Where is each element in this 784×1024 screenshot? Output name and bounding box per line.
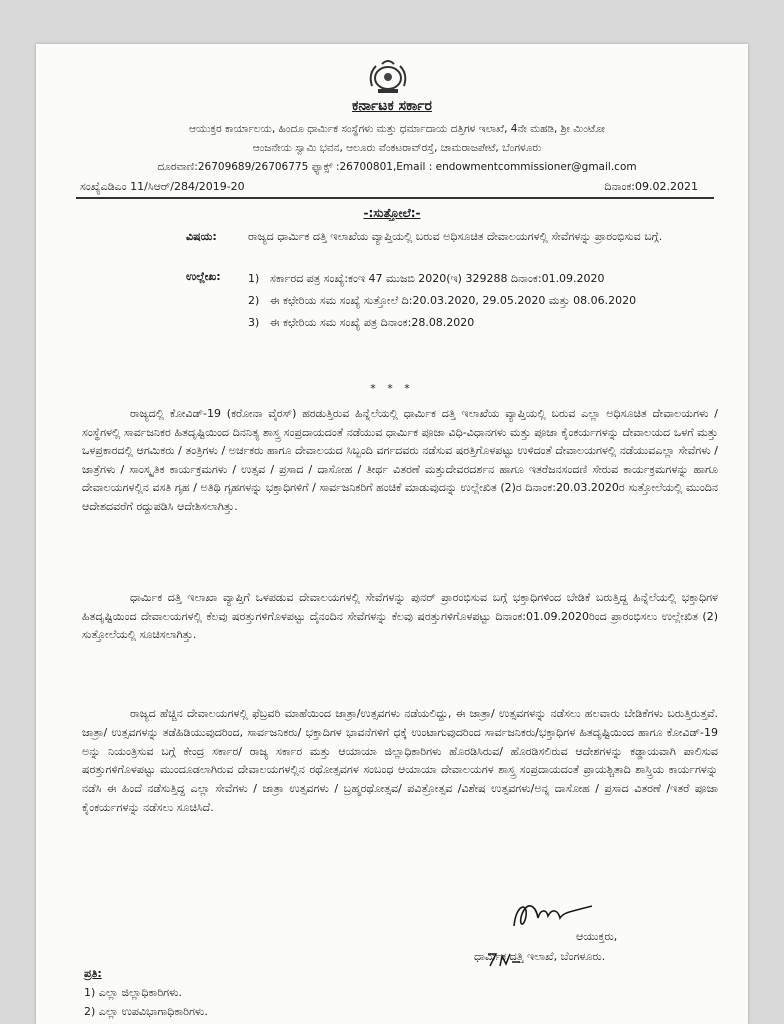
subject-text: ರಾಜ್ಯದ ಧಾರ್ಮಿಕ ದತ್ತಿ ಇಲಾಖೆಯ ವ್ಯಾಪ್ತಿಯಲ್ಲಿ ಬರುವ ಅಧಿಸೂಚಿತ ದೇವಾಲಯಗಳಲ್ಲಿ ಸೇವೆಗಳನ್ನು ಪ್ರಾರಂಭಿಸುವ ಬಗ್ಗೆ. bbox=[248, 230, 663, 243]
references-block bbox=[186, 270, 726, 336]
subject-label: ವಿಷಯ: bbox=[186, 230, 217, 243]
body-paragraph: ಧಾರ್ಮಿಕ ದತ್ತಿ ಇಲಾಖಾ ವ್ಯಾಪ್ತಿಗೆ ಒಳಪಡುವ ದೇವಾಲಯಗಳಲ್ಲಿ ಸೇವೆಗಳನ್ನು ಪುನರ್ ಪ್ರಾರಂಭಿಸುವ ಬಗ್ಗೆ ಭಕ್ತಾಧಿಗಳಿಂದ ಬೇಡಿಕೆ ಬರುತ್ತಿದ್ದ ಹಿನ್ನೆಲೆಯಲ್ಲಿ ಭಕ್ತಾಧಿಗಳ ಹಿತದೃಷ್ಟಿಯಿಂದ ದೇವಾಲಯಗಳಲ್ಲಿ ಕೆಲವು ಷರತ್ತುಗಳಿಗೊಳಪಟ್ಟು ದೈನಂದಿನ ಸೇವೆಗಳನ್ನು ಕೆಲವು ಷರತ್ತುಗಳಿಗೊಳಪಟ್ಟು ದಿನಾಂಕ:01.09.2020ರಿಂದ ಪ್ರಾರಂಭಿಸಲು ಉಲ್ಲೇಖಿತ (2) ಸುತ್ತೋಲೆಯಲ್ಲಿ ಸೂಚಿಸಲಾಗಿತ್ತು. bbox=[82, 591, 718, 642]
reference-number: ಸಂಖ್ಯೆಎಡಿಎಂ 11/ಸಿಆರ್/284/2019-20 bbox=[80, 180, 245, 193]
state-emblem-icon bbox=[364, 56, 412, 96]
office-line: ಆಯುಕ್ತರ ಕಾರ್ಯಾಲಯ, ಹಿಂದೂ ಧಾರ್ಮಿಕ ಸಂಸ್ಥೆಗಳು ಮತ್ತು ಧರ್ಮಾದಾಯ ದತ್ತಿಗಳ ಇಲಾಖೆ, 4ನೇ ಮಹಡಿ, ಶ್ರೀ ಮಿಂಟೋ bbox=[189, 123, 605, 135]
copy-to-label: ಪ್ರತಿ: bbox=[84, 967, 102, 980]
reference-item-text: ಸರ್ಕಾರದ ಪತ್ರ ಸಂಖ್ಯೆ:ಕಂಇ 47 ಮುಜಬಿ 2020(ಇ) 329288 ದಿನಾಂಕ:01.09.2020 bbox=[270, 272, 605, 285]
reference-row bbox=[80, 180, 698, 194]
copy-to-block bbox=[84, 964, 208, 1021]
reference-item bbox=[248, 270, 726, 288]
reference-item-text: ಈ ಕಛೇರಿಯ ಸಮ ಸಂಖ್ಯೆ ಸುತ್ತೋಲೆ ದಿ:20.03.2020, 29.05.2020 ಮತ್ತು 08.06.2020 bbox=[270, 294, 637, 307]
circular-document bbox=[36, 44, 748, 1024]
header-divider bbox=[76, 197, 714, 199]
circular-heading: -:ಸುತ್ತೋಲೆ:- bbox=[363, 206, 421, 220]
copy-to-item: 1) ಎಲ್ಲಾ ಜಿಲ್ಲಾಧಿಕಾರಿಗಳು. bbox=[84, 986, 183, 999]
letter-date: ದಿನಾಂಕ:09.02.2021 bbox=[604, 180, 698, 193]
subject-block bbox=[186, 228, 716, 246]
reference-item-number: 1) bbox=[248, 272, 260, 285]
signatory-office: ಧಾರ್ಮಿಕ ದತ್ತಿ ಇಲಾಖೆ, ಬೆಂಗಳೂರು. bbox=[474, 950, 606, 963]
body-paragraph: ರಾಜ್ಯದಲ್ಲಿ ಕೋವಿಡ್-19 (ಕರೋನಾ ವೈರಸ್) ಹರಡುತ್ತಿರುವ ಹಿನ್ನೆಲೆಯಲ್ಲಿ ಧಾರ್ಮಿಕ ದತ್ತಿ ಇಲಾಖೆಯ ವ್ಯಾಪ್ತಿಯಲ್ಲಿ ಬರುವ ಎಲ್ಲಾ ಅಧಿಸೂಚಿತ ದೇವಾಲಯಗಳು / ಸಂಸ್ಥೆಗಳಲ್ಲಿ ಸಾರ್ವಜನಿಕರ ಹಿತದೃಷ್ಟಿಯಿಂದ ದಿನನಿತ್ಯ ಶಾಸ್ತ್ರ ಸಂಪ್ರದಾಯದಂತೆ ನಡೆಯುವ ಧಾರ್ಮಿಕ ಪೂಜಾ ವಿಧಿ-ವಿಧಾನಗಳು ಮತ್ತು ಪೂಜಾ ಕೈಂಕರ್ಯಗಳನ್ನು ದೇವಾಲಯದ ಒಳಗೆ ಮತ್ತು ಒಳಪ್ರಕಾರದಲ್ಲಿ ಆಗಮಿಕರು / ತಂತ್ರಿಗಳು / ಅರ್ಚಕರು ಹಾಗೂ ದೇವಾಲಯದ ಸಿಬ್ಬಂದಿ ವರ್ಗದವರು ನಡೆಸುವ ಷರತ್ತಿಗೊಳಪಟ್ಟು ಉಳಿದಂತೆ ದೇವಾಲಯಗಳಲ್ಲಿ ನಡೆಯುವಎಲ್ಲಾ ಸೇವೆಗಳು / ಜಾತ್ರೆಗಳು / ಸಾಂಸ್ಕೃತಿಕ ಕಾರ್ಯಕ್ರಮಗಳು / ಉತ್ಸವ / ಪ್ರಸಾದ / ದಾಸೋಹ / ತೀರ್ಥ ವಿತರಣೆ ಮತ್ತುದೇವರದರ್ಶನ ಹಾಗೂ ಇತರೆಜನಸಂದಣಿ ಸೇರುವ ಕಾರ್ಯಕ್ರಮಗಳನ್ನು ಹಾಗೂ ದೇವಾಲಯಗಳಲ್ಲಿನ ವಸತಿ ಗೃಹ / ಅತಿಥಿ ಗೃಹಗಳನ್ನು ಭಕ್ತಾಧಿಗಳಿಗೆ / ಸಾರ್ವಜನಿಕರಿಗೆ ಹಂಚಿಕೆ ಮಾಡುವುದನ್ನು ಉಲ್ಲೇಖಿತ (2)ರ ದಿನಾಂಕ:20.03.2020ರ ಸುತ್ತೋಲೆಯಲ್ಲಿ ಮುಂದಿನ ಆದೇಶದವರೆಗೆ ರದ್ದುಪಡಿಸಿ ಆದೇಶಿಸಲಾಗಿತ್ತು. bbox=[82, 407, 718, 513]
office-address bbox=[76, 120, 718, 177]
references-label: ಉಲ್ಲೇಖ: bbox=[186, 270, 221, 283]
copy-to-item: 2) ಎಲ್ಲಾ ಉಪವಿಭಾಗಾಧಿಕಾರಿಗಳು. bbox=[84, 1005, 208, 1018]
reference-item bbox=[248, 292, 726, 310]
signatory-title: ಆಯುಕ್ತರು, bbox=[576, 930, 618, 943]
reference-item-number: 3) bbox=[248, 316, 260, 329]
body-paragraph: ರಾಜ್ಯದ ಹೆಚ್ಚಿನ ದೇವಾಲಯಗಳಲ್ಲಿ ಫೆಬ್ರವರಿ ಮಾಹೆಯಿಂದ ಜಾತ್ರಾ/ಉತ್ಸವಗಳು ನಡೆಯಲಿದ್ದು, ಈ ಜಾತ್ರಾ/ ಉತ್ಸವಗಳನ್ನು ನಡೆಸಲು ಹಲವಾರು ಬೇಡಿಕೆಗಳು ಬರುತ್ತಿರುತ್ತವೆ. ಜಾತ್ರಾ/ ಉತ್ಸವಗಳನ್ನು ತಡೆಹಿಡಿಯುವುದರಿಂದ, ಸಾರ್ವಜನಿಕರು/ ಭಕ್ತಾದಿಗಳ ಭಾವನೆಗಳಿಗೆ ಧಕ್ಕೆ ಉಂಟಾಗುವುದರಿಂದ ಸಾರ್ವಜನಿಕರು/ಭಕ್ತಾಧಿಗಳ ಹಿತದೃಷ್ಟಿಯಿಂದ ಹಾಗೂ ಕೋವಿಡ್-19 ಅನ್ನು ನಿಯಂತ್ರಿಸುವ ಬಗ್ಗೆ ಕೇಂದ್ರ ಸರ್ಕಾರ/ ರಾಜ್ಯ ಸರ್ಕಾರ ಮತ್ತು ಆಯಾಯಾ ಜಿಲ್ಲಾಧಿಕಾರಿಗಳು ಹೊರಡಿಸಿರುವ/ ಹೊರಡಿಸಲಿರುವ ಆದೇಶಗಳನ್ನು ಕಡ್ಡಾಯವಾಗಿ ಪಾಲಿಸುವ ಷರತ್ತುಗಳಿಗೊಳಪಟ್ಟು ಮುಂದೂಡಲಾಗಿರುವ ದೇವಾಲಯಗಳಲ್ಲಿನ ರಥೋತ್ಸವಗಳ ಸಂಬಂಧ ಆಯಾಯಾ ದೇವಾಲಯಗಳ ಶಾಸ್ತ್ರ ಸಂಪ್ರದಾಯದಂತೆ ಪ್ರಾಯಶ್ಚಿತಾದಿ ಶಾಸ್ತ್ರಿಯ ಕಾರ್ಯಗಳನ್ನು ನಡೆಸಿ ಈ ಹಿಂದೆ ನಡೆಸುತ್ತಿದ್ದ ಎಲ್ಲಾ ಸೇವೆಗಳು / ಜಾತ್ರಾ ಉತ್ಸವಗಳು / ಬ್ರಹ್ಮರಥೋತ್ಸವ/ ಪವಿತ್ರೋತ್ಸವ /ವಿಶೇಷ ಉತ್ಸವಗಳು/ಅನ್ನ ದಾಸೋಹ / ಪ್ರಸಾದ ವಿತರಣೆ /ಇತರೆ ಪೂಜಾ ಕೈಂಕರ್ಯಗಳನ್ನು ನಡೆಸಲು ಸೂಚಿಸಿದೆ. bbox=[82, 707, 718, 814]
reference-item-number: 2) bbox=[248, 294, 260, 307]
government-title: ಕರ್ನಾಟಕ ಸರ್ಕಾರ bbox=[352, 98, 432, 114]
office-line: ಆಂಜನೇಯ ಸ್ವಾಮಿ ಭವನ, ಆಲೂರು ವೆಂಕಟರಾವ್‌ರಸ್ತೆ, ಚಾಮರಾಜಪೇಟೆ, ಬೆಂಗಳೂರು bbox=[252, 142, 542, 154]
office-line: ದೂರವಾಣಿ:26709689/26706775 ಫ್ಯಾಕ್ಸ್ :26700801,Email : endowmentcommissioner@gmail.com bbox=[157, 161, 637, 173]
reference-item bbox=[248, 314, 726, 332]
section-separator: * * * bbox=[370, 382, 414, 395]
reference-item-text: ಈ ಕಛೇರಿಯ ಸಮ ಸಂಖ್ಯೆ ಪತ್ರ ದಿನಾಂಕ:28.08.2020 bbox=[270, 316, 475, 329]
